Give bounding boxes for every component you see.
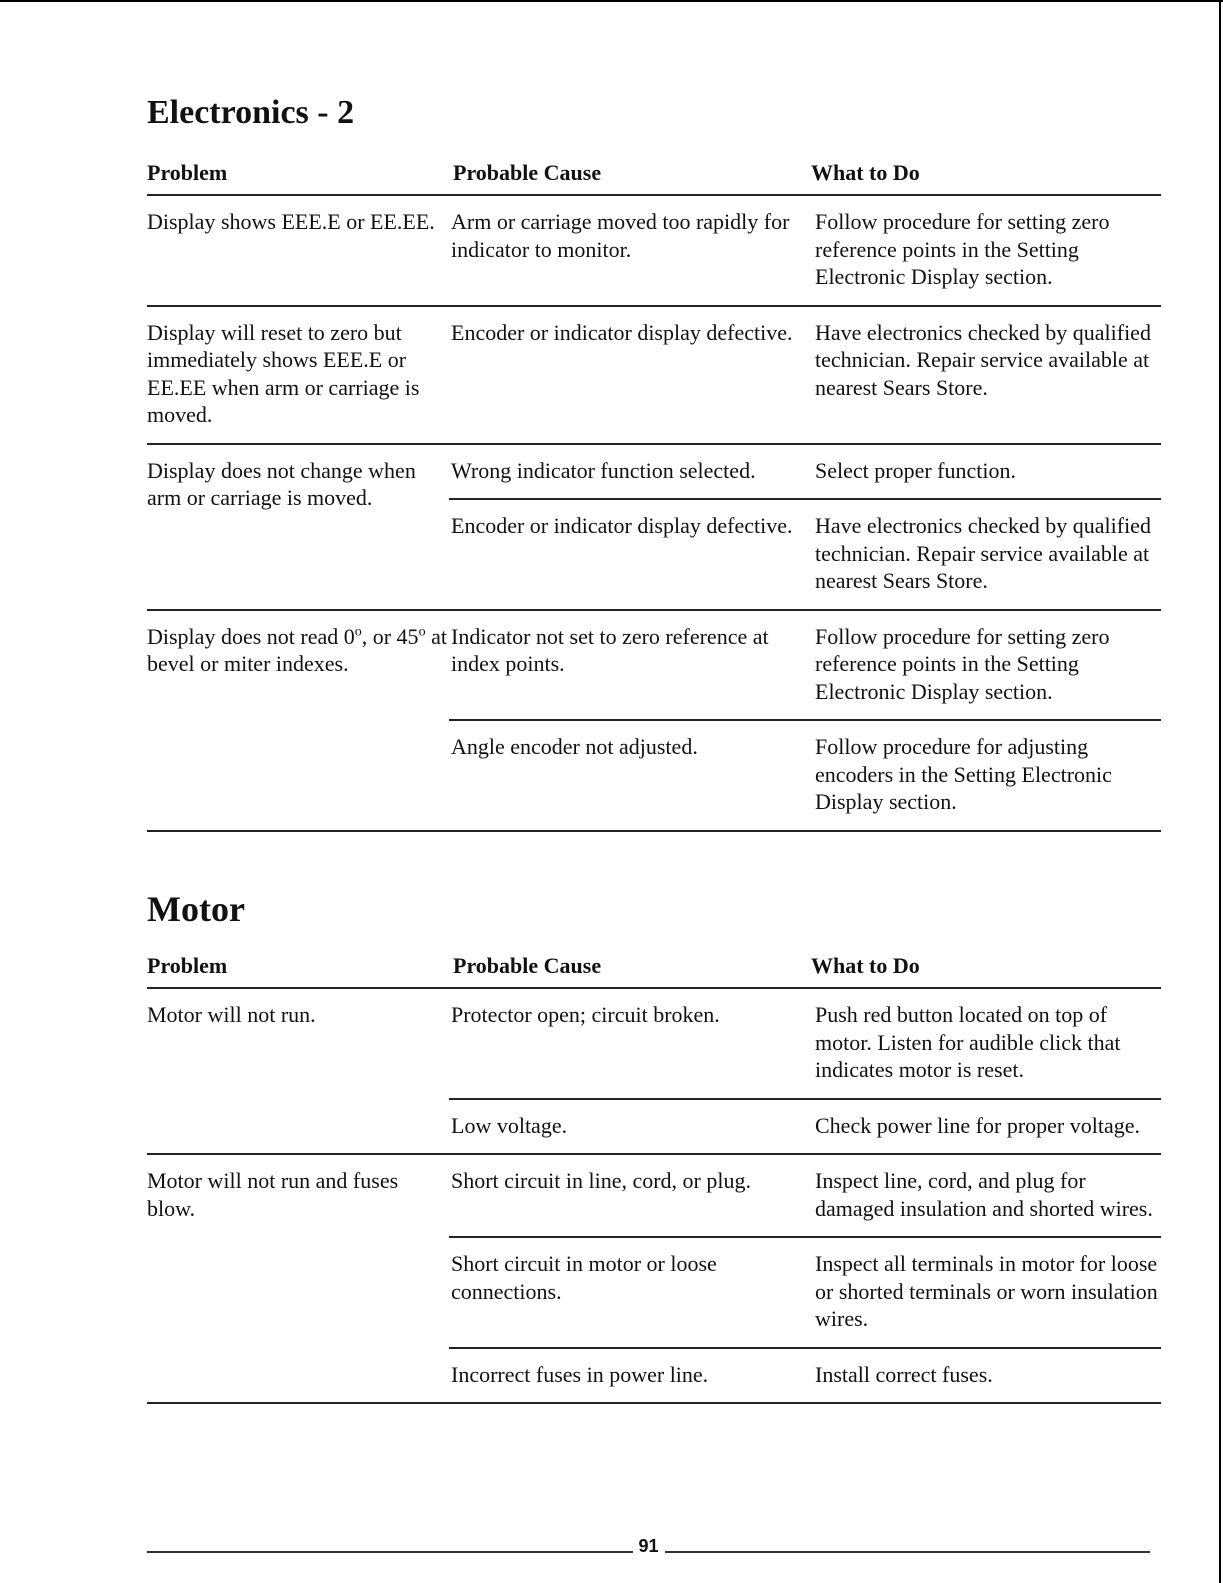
table-row: [147, 305, 1161, 443]
problem-cell: [147, 611, 449, 830]
cause-cell: Wrong indicator function selected.: [451, 457, 756, 483]
cause-cell: Incorrect fuses in power line.: [451, 1361, 709, 1387]
cause-row: [449, 989, 1161, 1098]
header-what-to-do: What to Do: [811, 160, 920, 185]
problem-cell: Display does not change when arm or carriage is moved.: [147, 457, 416, 510]
todo-cell: Inspect all terminals in motor for loose or shorted terminals or worn insulation wires.: [815, 1251, 1158, 1331]
cause-cell: Protector open; circuit broken.: [451, 1002, 720, 1027]
column-headers: [147, 156, 1161, 194]
problem-cell: Motor will not run and fuses blow.: [147, 1168, 399, 1221]
cause-row: [449, 445, 1161, 499]
todo-cell: Push red button located on top of motor. Listen for audible click that indicates motor is reset.: [815, 1002, 1121, 1082]
todo-cell: Have electronics checked by qualified technician. Repair service available at nearest Sears Store.: [815, 513, 1151, 593]
todo-cell: Install correct fuses.: [815, 1361, 993, 1387]
table-row: [147, 987, 1161, 1153]
header-problem: Problem: [147, 953, 228, 978]
cause-cell: Encoder or indicator display defective.: [451, 319, 793, 345]
cause-row: [449, 1347, 1161, 1403]
cause-row: [449, 307, 1161, 416]
cause-cell: Angle encoder not adjusted.: [451, 734, 698, 759]
cause-cell: Low voltage.: [451, 1112, 568, 1138]
todo-cell: Follow procedure for setting zero reference points in the Setting Electronic Display section.: [815, 623, 1110, 704]
column-headers: [147, 949, 1161, 987]
cause-cell: Encoder or indicator display defective.: [451, 513, 793, 538]
cause-row: [449, 719, 1161, 830]
cause-row: [449, 196, 1161, 305]
motor-section: [147, 889, 1161, 1404]
cause-cell: Indicator not set to zero reference at index points.: [451, 623, 769, 676]
header-probable-cause: Probable Cause: [453, 160, 602, 185]
section-title: Motor: [147, 889, 245, 929]
todo-cell: Select proper function.: [815, 457, 1016, 483]
degree-mark: o: [354, 624, 362, 640]
problem-text-part: at bevel or miter indexes.: [147, 623, 447, 676]
problem-cell: Display will reset to zero but immediately shows EEE.E or EE.EE when arm or carriage is moved.: [147, 319, 420, 427]
table-row: [147, 443, 1161, 609]
section-title: Electronics - 2: [147, 94, 355, 131]
cause-row: [449, 1236, 1161, 1347]
table-row: [147, 609, 1161, 832]
problem-text-part: , or 45: [361, 623, 419, 649]
page-number: 91: [632, 1536, 664, 1557]
header-what-to-do: What to Do: [811, 953, 920, 978]
electronics-section: [147, 92, 1161, 832]
header-probable-cause: Probable Cause: [453, 953, 602, 978]
todo-cell: Check power line for proper voltage.: [815, 1112, 1140, 1138]
cause-cell: Short circuit in line, cord, or plug.: [451, 1168, 751, 1193]
cause-cell: Short circuit in motor or loose connections.: [451, 1251, 717, 1304]
todo-cell: Follow procedure for adjusting encoders in the Setting Electronic Display section.: [815, 734, 1112, 814]
page-edge-right: [1219, 0, 1221, 1583]
problem-text-part: Display does not read 0: [147, 623, 355, 649]
todo-cell: Have electronics checked by qualified technician. Repair service available at nearest Sears Store.: [815, 319, 1151, 400]
problem-cell: Motor will not run.: [147, 1002, 316, 1027]
page-edge-top: [0, 0, 1223, 2]
page-footer: [147, 1536, 1150, 1562]
cause-row: [449, 1155, 1161, 1236]
cause-row: [449, 1098, 1161, 1154]
table-row: [147, 194, 1161, 305]
table-row: [147, 1153, 1161, 1404]
degree-mark: o: [418, 624, 426, 640]
cause-cell: Arm or carriage moved too rapidly for indicator to monitor.: [451, 209, 790, 262]
problem-cell: Display shows EEE.E or EE.EE.: [147, 209, 435, 234]
header-problem: Problem: [147, 160, 228, 185]
todo-cell: Follow procedure for setting zero reference points in the Setting Electronic Display section.: [815, 209, 1110, 289]
cause-row: [449, 611, 1161, 720]
cause-row: [449, 498, 1161, 609]
todo-cell: Inspect line, cord, and plug for damaged insulation and shorted wires.: [815, 1168, 1153, 1221]
